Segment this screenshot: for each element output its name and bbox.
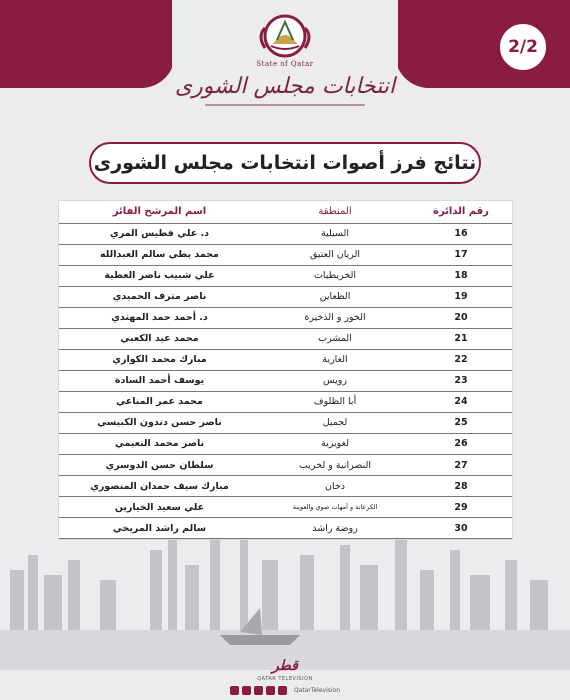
page-indicator-badge: 2/2 [498, 22, 548, 72]
region-name: المشرب [260, 328, 410, 349]
qatar-emblem-icon [247, 6, 323, 68]
region-name: رويس [260, 370, 410, 391]
column-header-district: رقم الدائرة [410, 201, 512, 223]
snapchat-icon[interactable] [278, 686, 287, 695]
table-row [59, 244, 512, 265]
footer [0, 655, 570, 695]
winner-name: ناصر مترف الحميدي [59, 286, 260, 307]
table-row [59, 476, 512, 497]
winner-name: د. علي فطيس المري [59, 223, 260, 244]
table-row [59, 307, 512, 328]
region-name: لجميل [260, 412, 410, 433]
column-header-region: المنطقة [260, 201, 410, 223]
youtube-icon[interactable] [266, 686, 275, 695]
winner-name: علي شبيب ناصر العطية [59, 265, 260, 286]
district-number: 27 [410, 455, 512, 476]
region-name: الريان العتيق [260, 244, 410, 265]
twitter-icon[interactable] [242, 686, 251, 695]
district-number: 30 [410, 518, 512, 539]
district-number: 23 [410, 370, 512, 391]
table-header-row [59, 201, 512, 223]
winner-name: يوسف أحمد السادة [59, 370, 260, 391]
region-name: دخان [260, 476, 410, 497]
table-row [59, 223, 512, 244]
district-number: 16 [410, 223, 512, 244]
results-table-card [58, 200, 513, 540]
table-row [59, 370, 512, 391]
district-number: 22 [410, 349, 512, 370]
table-row [59, 518, 512, 539]
district-number: 29 [410, 497, 512, 518]
table-row [59, 433, 512, 454]
qatar-tv-tagline: QATAR TELEVISION [257, 676, 313, 682]
social-links [0, 686, 570, 695]
region-name: أبا الظلوف [260, 391, 410, 412]
district-number: 20 [410, 307, 512, 328]
table-row [59, 455, 512, 476]
emblem-english-text: State of Qatar [256, 60, 314, 68]
district-number: 25 [410, 412, 512, 433]
table-row [59, 412, 512, 433]
district-number: 21 [410, 328, 512, 349]
winner-name: محمد عمر المناعي [59, 391, 260, 412]
table-row [59, 265, 512, 286]
region-name: الخريطيات [260, 265, 410, 286]
region-name: الغارية [260, 349, 410, 370]
facebook-icon[interactable] [230, 686, 239, 695]
qatar-tv-logo: قطر [272, 658, 298, 674]
district-number: 26 [410, 433, 512, 454]
table-row [59, 497, 512, 518]
results-table [59, 201, 512, 539]
winner-name: علي سعيد الخيارين [59, 497, 260, 518]
region-name: النصرانية و لخريب [260, 455, 410, 476]
winner-name: محمد عيد الكعبي [59, 328, 260, 349]
district-number: 17 [410, 244, 512, 265]
instagram-icon[interactable] [254, 686, 263, 695]
region-name: الكرعانة و أمهات صوي والعوينة [260, 497, 410, 518]
table-row [59, 391, 512, 412]
winner-name: سالم راشد المريخي [59, 518, 260, 539]
main-title: نتائج فرز أصوات انتخابات مجلس الشورى [89, 142, 481, 184]
column-header-winner: اسم المرشح الفائز [59, 201, 260, 223]
winner-name: مبارك سيف حمدان المنصوري [59, 476, 260, 497]
winner-name: د. أحمد حمد المهندي [59, 307, 260, 328]
district-number: 24 [410, 391, 512, 412]
table-row [59, 286, 512, 307]
region-name: السيلية [260, 223, 410, 244]
region-name: روضة راشد [260, 518, 410, 539]
header-title: انتخابات مجلس الشورى [174, 74, 396, 99]
social-handle: QatarTelevision [293, 687, 341, 694]
winner-name: محمد بطي سالم العبدالله [59, 244, 260, 265]
district-number: 28 [410, 476, 512, 497]
table-row [59, 328, 512, 349]
district-number: 18 [410, 265, 512, 286]
header-title-underline [205, 104, 365, 106]
district-number: 19 [410, 286, 512, 307]
city-skyline-background [0, 520, 570, 670]
region-name: الخور و الذخيرة [260, 307, 410, 328]
winner-name: سلطان حسن الدوسري [59, 455, 260, 476]
region-name: لغويرية [260, 433, 410, 454]
winner-name: مبارك محمد الكواري [59, 349, 260, 370]
region-name: الظعاين [260, 286, 410, 307]
table-row [59, 349, 512, 370]
winner-name: ناصر محمد النعيمي [59, 433, 260, 454]
winner-name: ناصر حسن دندون الكبيسي [59, 412, 260, 433]
